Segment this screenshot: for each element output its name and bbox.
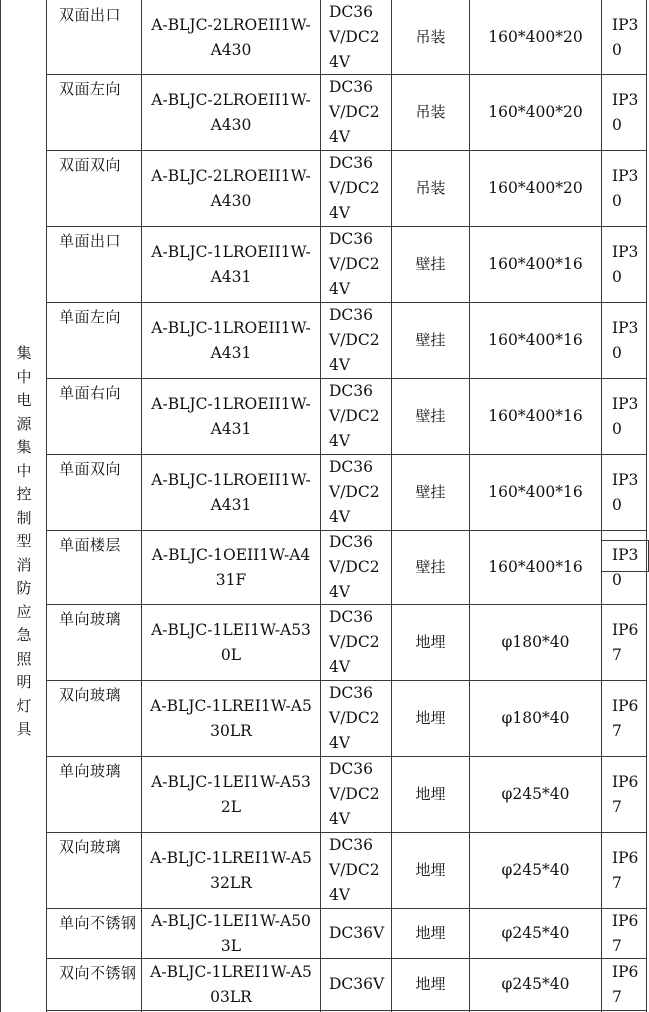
cell-ip: IP30 <box>612 470 639 514</box>
cell-size: 160*400*16 <box>488 558 583 576</box>
cell-ip: IP67 <box>612 848 639 892</box>
cell-voltage: DC36V <box>329 924 385 942</box>
cell-ip: IP30 <box>612 90 639 134</box>
cell-mount: 地埋 <box>415 785 446 803</box>
cell-model: A-BLJC-1LEI1W-A532L <box>151 772 311 816</box>
cell-mount: 壁挂 <box>415 483 446 501</box>
cell-mount: 壁挂 <box>415 255 446 273</box>
category-label: 集中电源集中控制型消防应急照明灯具 <box>16 344 32 738</box>
cell-voltage: DC36V/DC24V <box>329 306 380 374</box>
cell-size: 160*400*16 <box>488 407 583 425</box>
cell-voltage: DC36V/DC24V <box>329 154 380 222</box>
cell-name: 双面双向 <box>59 156 122 174</box>
cell-mount: 吊装 <box>415 179 446 197</box>
cell-ip: IP30 <box>612 394 639 438</box>
cell-ip: IP67 <box>612 620 639 664</box>
cell-model: A-BLJC-1LREI1W-A532LR <box>150 848 312 892</box>
cell-ip: IP30 <box>612 318 639 362</box>
cell-model: A-BLJC-1LREI1W-A530LR <box>150 696 312 740</box>
cell-name: 双向不锈钢 <box>59 964 137 982</box>
cell-name: 单向不锈钢 <box>59 914 137 932</box>
cell-size: 160*400*16 <box>488 255 583 273</box>
cell-model: A-BLJC-1LEI1W-A530L <box>151 620 311 664</box>
cell-name: 单面双向 <box>59 460 122 478</box>
cell-voltage: DC36V <box>329 975 385 993</box>
cell-mount: 壁挂 <box>415 558 446 576</box>
cell-size: φ245*40 <box>501 975 570 993</box>
cell-mount: 地埋 <box>415 924 446 942</box>
cell-model: A-BLJC-1LROEII1W-A431 <box>151 318 311 362</box>
cell-mount: 吊装 <box>415 28 446 46</box>
cell-name: 单面右向 <box>59 384 122 402</box>
cell-model: A-BLJC-1LROEII1W-A431 <box>151 242 311 286</box>
cell-voltage: DC36V/DC24V <box>329 533 380 601</box>
cell-mount: 壁挂 <box>415 407 446 425</box>
cell-size: 160*400*20 <box>488 179 583 197</box>
cell-voltage: DC36V/DC24V <box>329 760 380 828</box>
cell-model: A-BLJC-1LROEII1W-A431 <box>151 394 311 438</box>
cell-voltage: DC36V/DC24V <box>329 230 380 298</box>
cell-ip: IP30 <box>612 242 639 286</box>
cell-name: 双面出口 <box>59 6 122 24</box>
cell-ip: IP30 <box>612 545 639 589</box>
cell-name: 双向玻璃 <box>59 686 122 704</box>
cell-model: A-BLJC-2LROEII1W-A430 <box>151 15 311 59</box>
cell-name: 单向玻璃 <box>59 762 122 780</box>
cell-name: 双向玻璃 <box>59 838 122 856</box>
cell-model: A-BLJC-1LREI1W-A503LR <box>150 962 312 1006</box>
cell-voltage: DC36V/DC24V <box>329 382 380 450</box>
cell-size: 160*400*16 <box>488 331 583 349</box>
cell-voltage: DC36V/DC24V <box>329 608 380 676</box>
cell-size: φ245*40 <box>501 924 570 942</box>
cell-voltage: DC36V/DC24V <box>329 3 380 71</box>
cell-name: 单面出口 <box>59 232 122 250</box>
cell-ip: IP67 <box>612 962 639 1006</box>
cell-size: φ245*40 <box>501 785 570 803</box>
cell-model: A-BLJC-2LROEII1W-A430 <box>151 166 311 210</box>
cell-mount: 吊装 <box>415 103 446 121</box>
cell-name: 双面左向 <box>59 80 122 98</box>
cell-ip: IP30 <box>612 15 639 59</box>
row-divider <box>46 1010 646 1011</box>
cell-size: φ180*40 <box>501 709 570 727</box>
cell-voltage: DC36V/DC24V <box>329 836 380 904</box>
cell-voltage: DC36V/DC24V <box>329 684 380 752</box>
cell-ip: IP30 <box>612 166 639 210</box>
cell-mount: 地埋 <box>415 975 446 993</box>
cell-mount: 地埋 <box>415 861 446 879</box>
cell-model: A-BLJC-1LEI1W-A503L <box>151 911 311 955</box>
cell-size: φ180*40 <box>501 633 570 651</box>
column-divider <box>646 0 647 1012</box>
cell-voltage: DC36V/DC24V <box>329 78 380 146</box>
cell-ip: IP67 <box>612 911 639 955</box>
cell-model: A-BLJC-2LROEII1W-A430 <box>151 90 311 134</box>
cell-size: 160*400*20 <box>488 103 583 121</box>
cell-size: φ245*40 <box>501 861 570 879</box>
cell-size: 160*400*20 <box>488 28 583 46</box>
cell-name: 单向玻璃 <box>59 610 122 628</box>
cell-mount: 壁挂 <box>415 331 446 349</box>
table-border-left <box>0 0 1 1012</box>
cell-name: 单面楼层 <box>59 536 122 554</box>
cell-voltage: DC36V/DC24V <box>329 458 380 526</box>
cell-name: 单面左向 <box>59 308 122 326</box>
cell-ip: IP67 <box>612 772 639 816</box>
cell-model: A-BLJC-1OEII1W-A431F <box>151 545 311 589</box>
cell-mount: 地埋 <box>415 633 446 651</box>
cell-mount: 地埋 <box>415 709 446 727</box>
cell-model: A-BLJC-1LROEII1W-A431 <box>151 470 311 514</box>
cell-size: 160*400*16 <box>488 483 583 501</box>
cell-ip: IP67 <box>612 696 639 740</box>
